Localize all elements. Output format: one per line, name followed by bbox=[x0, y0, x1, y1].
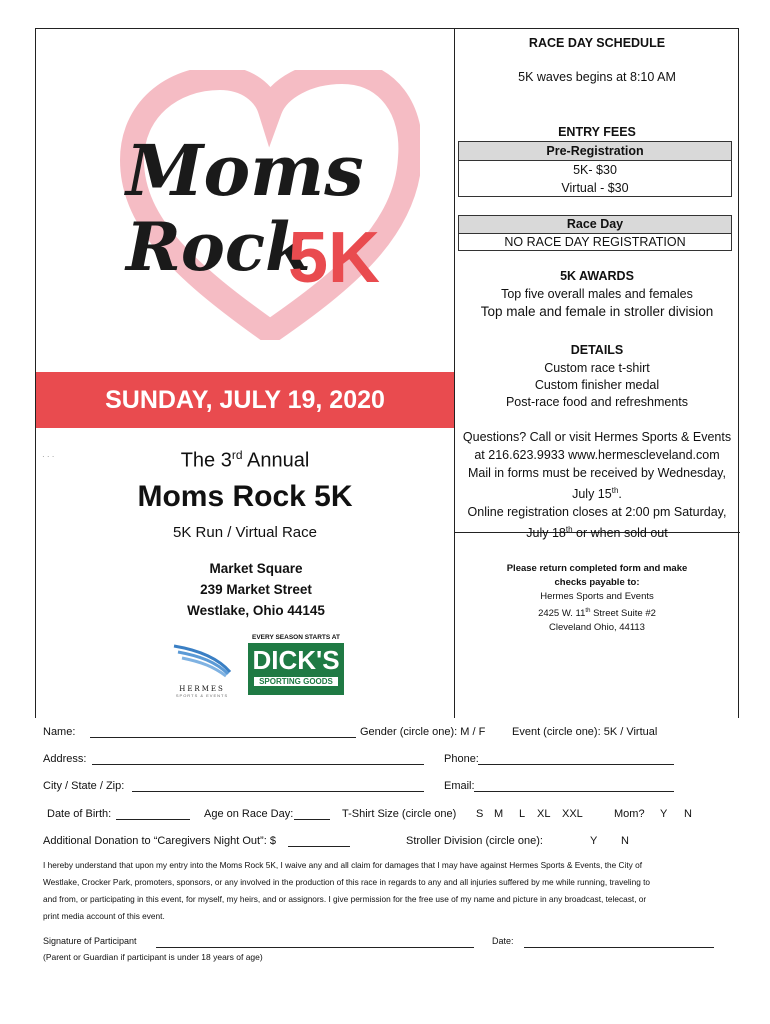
size-l[interactable]: L bbox=[519, 808, 526, 820]
guardian-note: (Parent or Guardian if participant is under 18 years of age) bbox=[43, 952, 263, 962]
donation-label: Additional Donation to “Caregivers Night Out”: $ bbox=[43, 835, 276, 847]
raceday-text: NO RACE DAY REGISTRATION bbox=[504, 235, 686, 249]
mom-no[interactable]: N bbox=[684, 808, 692, 820]
name-field[interactable] bbox=[90, 725, 356, 738]
gender-label: Gender (circle one): M / F bbox=[360, 726, 486, 738]
email-label: Email: bbox=[444, 780, 475, 792]
details-item-2: Custom finisher medal bbox=[534, 378, 660, 392]
return-city: Cleveland Ohio, 44113 bbox=[549, 622, 645, 634]
shirt-label: T-Shirt Size (circle one) bbox=[342, 808, 457, 820]
return-name: Hermes Sports and Events bbox=[540, 591, 654, 602]
waiver-line-3: and from, or participating in this event, for myself, my heirs, and or assignors. I give permission for the free use of my name and picture in any broadcast, telecast, or bbox=[43, 894, 647, 904]
return-head1: Please return completed form and make bbox=[506, 563, 688, 574]
stroller-label: Stroller Division (circle one): bbox=[406, 835, 543, 847]
phone-label: Phone: bbox=[444, 753, 479, 765]
awards-line2: Top male and female in stroller division bbox=[480, 304, 714, 319]
fee-virtual: Virtual - $30 bbox=[561, 181, 629, 195]
dob-label: Date of Birth: bbox=[47, 808, 112, 820]
questions-line5: Online registration closes at 2:00 pm Saturday, bbox=[467, 505, 727, 520]
waiver-text bbox=[43, 857, 743, 925]
city-label: City / State / Zip: bbox=[43, 780, 125, 792]
details-title: DETAILS bbox=[570, 343, 624, 357]
venue-city: Westlake, Ohio 44145 bbox=[187, 603, 325, 618]
date-label: Date: bbox=[492, 936, 514, 946]
event-title: Moms Rock 5K bbox=[137, 480, 353, 513]
age-label: Age on Race Day: bbox=[204, 808, 294, 820]
prereg-head: Pre-Registration bbox=[459, 142, 731, 161]
signature-label: Signature of Participant bbox=[43, 936, 137, 946]
hermes-logo bbox=[168, 640, 236, 696]
logo-rock: Rock bbox=[126, 208, 311, 286]
name-label: Name: bbox=[43, 726, 76, 738]
raceday-box bbox=[458, 215, 732, 251]
size-xl[interactable]: XL bbox=[537, 808, 551, 820]
donation-field[interactable] bbox=[288, 834, 350, 847]
waiver-line-1: I hereby understand that upon my entry into the Moms Rock 5K, I waive any and all claim for damages that I may have against Hermes Sports & Events, the City of bbox=[43, 860, 643, 870]
stroller-yes[interactable]: Y bbox=[590, 835, 598, 847]
schedule-text: 5K waves begins at 8:10 AM bbox=[518, 70, 676, 84]
venue-name: Market Square bbox=[209, 561, 303, 576]
questions-line2: at 216.623.9933 www.hermescleveland.com bbox=[474, 448, 720, 462]
waiver-line-4: print media account of this event. bbox=[43, 911, 165, 921]
size-m[interactable]: M bbox=[494, 808, 504, 820]
schedule-title: RACE DAY SCHEDULE bbox=[528, 36, 666, 50]
fee-5k: 5K- $30 bbox=[573, 163, 617, 177]
return-head2: checks payable to: bbox=[554, 577, 640, 588]
address-field[interactable] bbox=[92, 752, 424, 765]
questions bbox=[455, 428, 739, 542]
size-s[interactable]: S bbox=[476, 808, 484, 820]
age-field[interactable] bbox=[294, 807, 330, 820]
fees-title: ENTRY FEES bbox=[558, 125, 636, 139]
hermes-sub: SPORTS & EVENTS bbox=[175, 693, 229, 698]
venue-street: 239 Market Street bbox=[200, 582, 312, 597]
dicks-box bbox=[248, 643, 344, 695]
awards-title: 5K AWARDS bbox=[560, 269, 634, 283]
mom-yes[interactable]: Y bbox=[660, 808, 668, 820]
dicks-text: DICK'S bbox=[252, 645, 340, 675]
size-xxl[interactable]: XXL bbox=[562, 808, 583, 820]
annual-prefix: The 3 bbox=[180, 449, 232, 472]
signature-field[interactable] bbox=[156, 935, 474, 948]
waiver-line-2: Westlake, Crocker Park, promoters, sponsors, or any involved in the production of this race in regards to any and all injuries suffered by me while running, traveling to bbox=[43, 877, 651, 887]
venue bbox=[36, 558, 476, 621]
date-banner: SUNDAY, JULY 19, 2020 bbox=[36, 372, 454, 428]
return-address: 2425 W. 11th Street Suite #2 bbox=[538, 608, 656, 620]
return-info bbox=[455, 562, 739, 635]
questions-line1: Questions? Call or visit Hermes Sports & Events bbox=[462, 430, 732, 444]
questions-line4: July 15th. bbox=[572, 486, 622, 502]
annual-line bbox=[36, 448, 454, 473]
address-label: Address: bbox=[43, 753, 87, 765]
city-field[interactable] bbox=[132, 779, 424, 792]
event-choice: Event (circle one): 5K / Virtual bbox=[512, 726, 658, 738]
annual-sup: rd bbox=[231, 448, 243, 462]
heart-logo bbox=[120, 70, 420, 340]
dicks-logo bbox=[248, 634, 344, 696]
dicks-tagline: EVERY SEASON STARTS AT bbox=[251, 634, 340, 641]
dob-field[interactable] bbox=[116, 807, 190, 820]
logo-5k: 5K bbox=[288, 218, 381, 298]
prereg-box bbox=[458, 141, 732, 197]
stroller-no[interactable]: N bbox=[621, 835, 629, 847]
awards-line1: Top five overall males and females bbox=[501, 287, 693, 301]
hermes-wing-icon bbox=[168, 640, 236, 680]
details-item-3: Post-race food and refreshments bbox=[505, 395, 689, 409]
raceday-head: Race Day bbox=[459, 216, 731, 234]
phone-field[interactable] bbox=[478, 752, 674, 765]
email-field[interactable] bbox=[474, 779, 674, 792]
mom-label: Mom? bbox=[614, 808, 645, 820]
details-item-1: Custom race t-shirt bbox=[544, 361, 650, 375]
race-types: 5K Run / Virtual Race bbox=[173, 524, 317, 541]
logo-moms: Moms bbox=[126, 129, 364, 212]
questions-line6: July 18th or when sold out bbox=[526, 525, 668, 541]
annual-suffix: Annual bbox=[242, 449, 310, 472]
decorative-dots: · · · bbox=[42, 452, 55, 461]
questions-line3: Mail in forms must be received by Wednesday, bbox=[468, 466, 726, 480]
hermes-text: HERMES bbox=[179, 685, 225, 693]
dicks-sub: SPORTING GOODS bbox=[254, 677, 338, 686]
date-field[interactable] bbox=[524, 935, 714, 948]
